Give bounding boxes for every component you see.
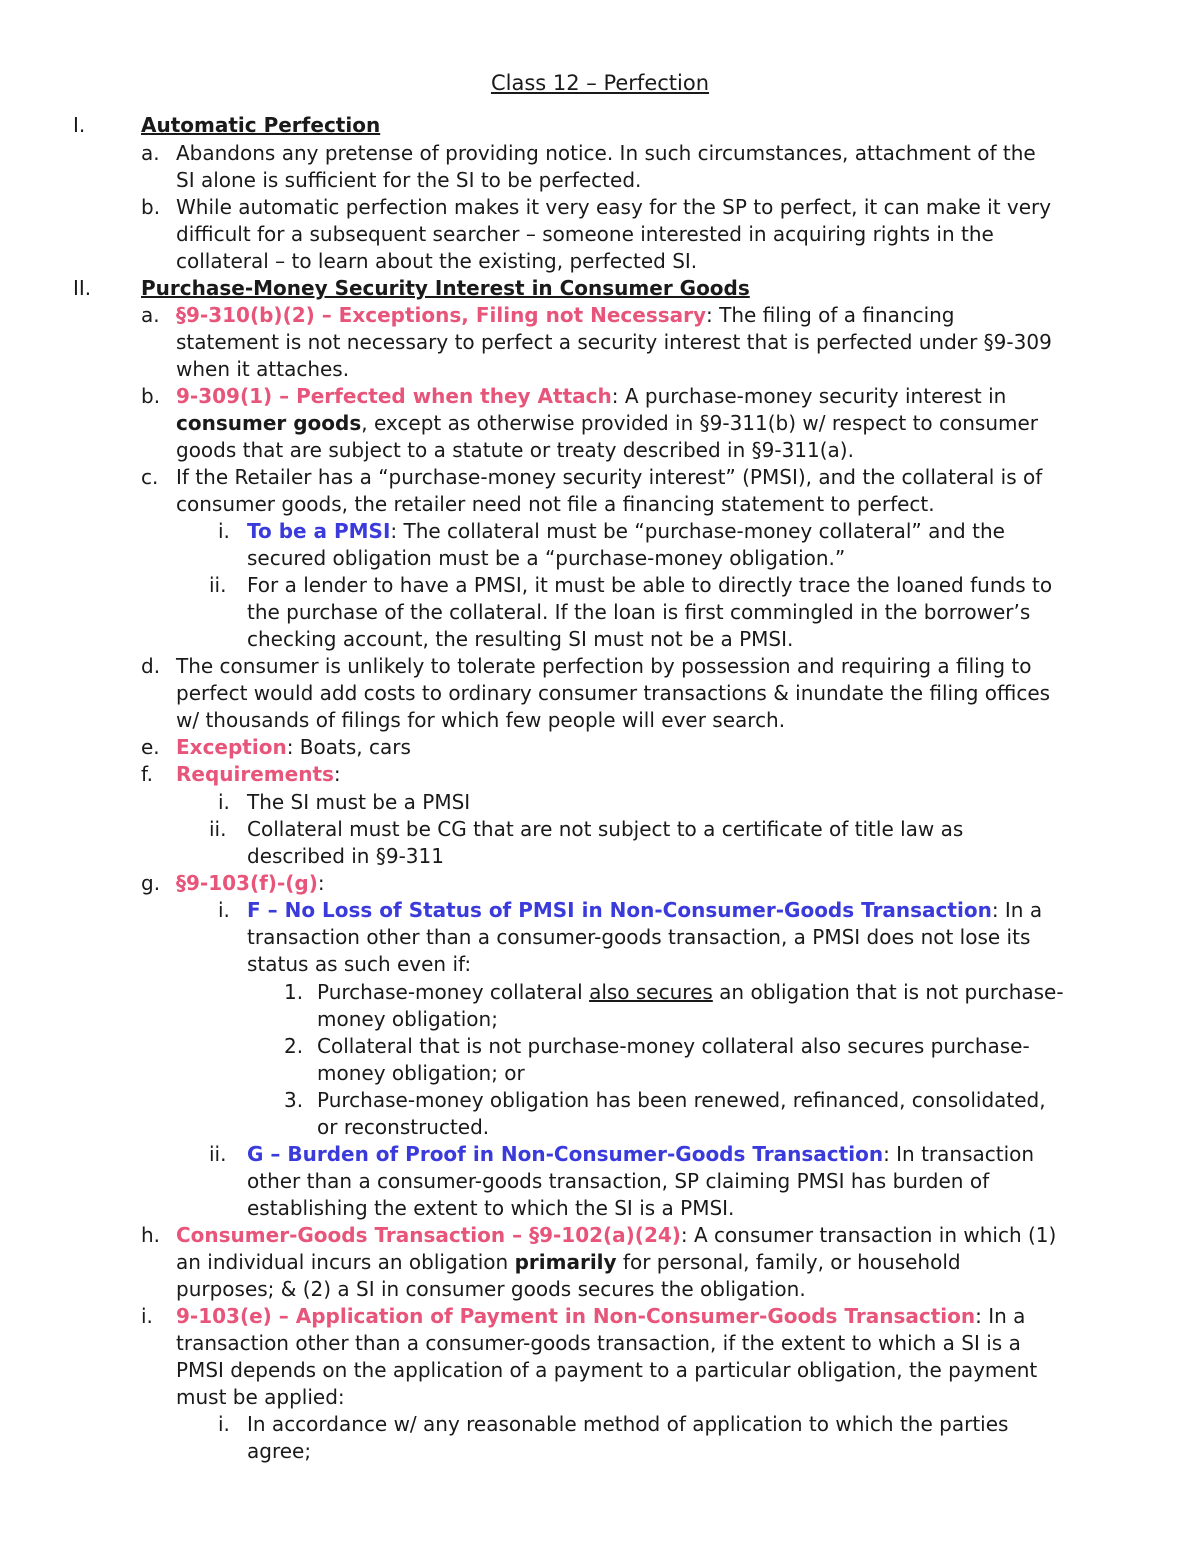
subitem-text-line: described in §9-311 (247, 844, 444, 868)
subitem-text-line: establishing the extent to which the SI is a PMSI. (247, 1196, 735, 1220)
subitem-line (247, 1141, 1034, 1168)
item-marker: g. (141, 871, 161, 895)
subitem-text-line: In accordance w/ any reasonable method of application to which the parties (247, 1412, 1009, 1436)
item-text-line: goods that are subject to a statute or treaty described in §9-311(a). (176, 438, 854, 462)
rule-label: F – No Loss of Status of PMSI in Non-Consumer-Goods Transaction (247, 898, 992, 922)
item-text-line: If the Retailer has a “purchase-money security interest” (PMSI), and the collateral is of (176, 465, 1043, 489)
item-marker: f. (141, 762, 153, 786)
item-line (176, 410, 1038, 437)
subitem-text-line: secured obligation must be a “purchase-money obligation.” (247, 546, 846, 570)
item-text: : A purchase-money security interest in (611, 384, 1007, 408)
item-text: : The filing of a financing (706, 303, 955, 327)
subitem-text-line: transaction other than a consumer-goods transaction, a PMSI does not lose its (247, 925, 1031, 949)
item-marker: a. (141, 303, 160, 327)
item-marker: b. (141, 195, 161, 219)
item-text-line: consumer goods, the retailer need not file a financing statement to perfect. (176, 492, 935, 516)
point-text: an obligation that is not purchase- (712, 980, 1064, 1004)
rule-label: Exception (176, 735, 287, 759)
item-line (176, 1222, 1056, 1249)
item-text-line: SI alone is sufficient for the SI to be perfected. (176, 168, 642, 192)
item-text: an individual incurs an obligation (176, 1250, 515, 1274)
subitem-text: : In a (991, 898, 1043, 922)
section-marker: I. (73, 113, 86, 137)
item-marker: h. (141, 1223, 161, 1247)
rule-label: §9-310(b)(2) – Exceptions, Filing not Necessary (176, 303, 707, 327)
rule-label: G – Burden of Proof in Non-Consumer-Goods Transaction (247, 1142, 884, 1166)
subitem-marker: ii. (209, 817, 227, 841)
item-text-line: purposes; & (2) a SI in consumer goods secures the obligation. (176, 1277, 806, 1301)
item-marker: d. (141, 654, 161, 678)
subitem-text-line: status as such even if: (247, 952, 472, 976)
bold-term: consumer goods (176, 411, 362, 435)
rule-label: §9-103(f)-(g) (176, 871, 318, 895)
item-marker: b. (141, 384, 161, 408)
subitem-marker: ii. (209, 573, 227, 597)
item-line (176, 761, 341, 788)
item-text: : (317, 871, 325, 895)
subitem-text-line: other than a consumer-goods transaction, SP claiming PMSI has burden of (247, 1169, 990, 1193)
item-line (176, 383, 1006, 410)
subitem-marker: i. (218, 790, 230, 814)
subitem-text-line: agree; (247, 1439, 312, 1463)
subitem-text-line: the purchase of the collateral. If the loan is first commingled in the borrower’s (247, 600, 1031, 624)
subitem-line (247, 518, 1005, 545)
subitem-text: : In transaction (883, 1142, 1035, 1166)
section-heading: Purchase-Money Security Interest in Consumer Goods (141, 276, 750, 300)
bold-term: primarily (514, 1250, 617, 1274)
underlined-term: also secures (589, 980, 713, 1004)
subitem-text: : The collateral must be “purchase-money collateral” and the (390, 519, 1005, 543)
rule-label: 9-103(e) – Application of Payment in Non-Consumer-Goods Transaction (176, 1304, 976, 1328)
rule-label: To be a PMSI (247, 519, 391, 543)
item-text-line: difficult for a subsequent searcher – someone interested in acquiring rights in the (176, 222, 994, 246)
point-marker: 2. (284, 1034, 304, 1058)
point-text-line: money obligation; or (317, 1061, 525, 1085)
rule-label: Requirements (176, 762, 334, 786)
subitem-marker: ii. (209, 1142, 227, 1166)
item-text: : Boats, cars (286, 735, 411, 759)
item-marker: i. (141, 1304, 153, 1328)
item-text-line: w/ thousands of filings for which few people will ever search. (176, 708, 786, 732)
subitem-text-line: checking account, the resulting SI must not be a PMSI. (247, 627, 794, 651)
point-text-line: Collateral that is not purchase-money collateral also secures purchase- (317, 1034, 1030, 1058)
point-line (317, 979, 1064, 1006)
item-text-line: transaction other than a consumer-goods transaction, if the extent to which a SI is a (176, 1331, 1021, 1355)
item-line (176, 1249, 961, 1276)
item-text-line: The consumer is unlikely to tolerate perfection by possession and requiring a filing to (176, 654, 1032, 678)
rule-label: 9-309(1) – Perfected when they Attach (176, 384, 612, 408)
item-text-line: when it attaches. (176, 357, 350, 381)
item-text-line: PMSI depends on the application of a payment to a particular obligation, the payment (176, 1358, 1038, 1382)
item-text: for personal, family, or household (616, 1250, 961, 1274)
page-title: Class 12 – Perfection (490, 71, 710, 95)
subitem-text-line: For a lender to have a PMSI, it must be able to directly trace the loaned funds to (247, 573, 1053, 597)
item-line (176, 302, 955, 329)
subitem-marker: i. (218, 1412, 230, 1436)
item-marker: e. (141, 735, 160, 759)
subitem-marker: i. (218, 519, 230, 543)
subitem-text-line: The SI must be a PMSI (247, 790, 471, 814)
subitem-text-line: Collateral must be CG that are not subject to a certificate of title law as (247, 817, 964, 841)
item-marker: a. (141, 141, 160, 165)
item-marker: c. (141, 465, 159, 489)
item-text-line: collateral – to learn about the existing, perfected SI. (176, 249, 698, 273)
section-heading: Automatic Perfection (141, 113, 381, 137)
item-text: , except as otherwise provided in §9-311(b) w/ respect to consumer (361, 411, 1039, 435)
point-marker: 1. (284, 980, 304, 1004)
point-text-line: or reconstructed. (317, 1115, 490, 1139)
subitem-marker: i. (218, 898, 230, 922)
item-text-line: Abandons any pretense of providing notice. In such circumstances, attachment of the (176, 141, 1036, 165)
point-marker: 3. (284, 1088, 304, 1112)
item-line (176, 870, 325, 897)
item-text: : In a (975, 1304, 1026, 1328)
item-text: : A consumer transaction in which (1) (680, 1223, 1057, 1247)
item-line (176, 1303, 1025, 1330)
item-text-line: must be applied: (176, 1385, 345, 1409)
point-text: Purchase-money collateral (317, 980, 590, 1004)
item-text: : (333, 762, 341, 786)
point-text-line: Purchase-money obligation has been renewed, refinanced, consolidated, (317, 1088, 1046, 1112)
subitem-line (247, 897, 1042, 924)
section-marker: II. (73, 276, 92, 300)
point-text-line: money obligation; (317, 1007, 498, 1031)
rule-label: Consumer-Goods Transaction – §9-102(a)(24) (176, 1223, 681, 1247)
item-line (176, 734, 411, 761)
item-text-line: While automatic perfection makes it very easy for the SP to perfect, it can make it very (176, 195, 1052, 219)
item-text-line: statement is not necessary to perfect a security interest that is perfected under §9-309 (176, 330, 1052, 354)
item-text-line: perfect would add costs to ordinary consumer transactions & inundate the filing offices (176, 681, 1051, 705)
